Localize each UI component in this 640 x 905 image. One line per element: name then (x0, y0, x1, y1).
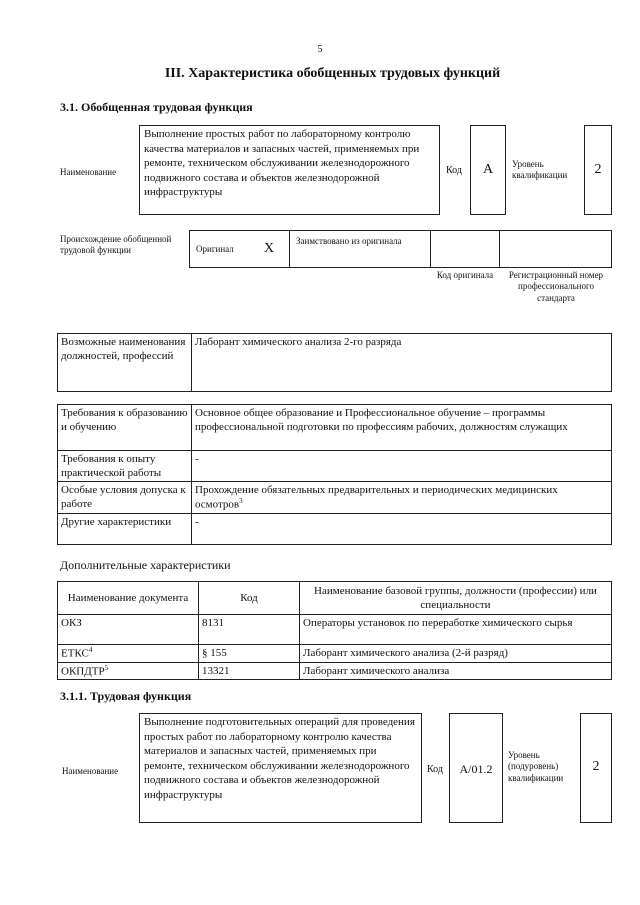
original-label: Оригинал (196, 244, 234, 254)
registration-number-cell (499, 230, 612, 268)
original-code-cell (430, 230, 500, 268)
req-experience-value: - (192, 451, 612, 482)
tf-level-label: Уровень (подуровень) квалификации (508, 750, 564, 783)
original-mark: X (264, 241, 275, 256)
req-education-label: Требования к образованию и обучению (58, 405, 192, 451)
positions-label: Возможные наименования должностей, профессий (58, 334, 192, 392)
origin-label: Происхождение обобщенной трудовой функции (60, 234, 172, 256)
req-admission-label: Особые условия допуска к работе (58, 482, 192, 514)
tf-name-value: Выполнение подготовительных операций для проведения простых работ по лабораторному контролю качества материалов и запасных частей, применяемых при ремонте, техническом обслуживании железнодорожного подвижного состава и объектов железнодорожной инфраструктуры (139, 713, 422, 823)
gtf-level-value: 2 (584, 125, 612, 215)
row-code: § 155 (199, 645, 300, 663)
tf-code-label: Код (427, 764, 443, 775)
row-name: Операторы установок по переработке химического сырья (300, 615, 612, 645)
gtf-heading: 3.1. Обобщенная трудовая функция (60, 100, 253, 114)
borrowed-label: Заимствовано из оригинала (289, 230, 431, 268)
gtf-code-value: А (470, 125, 506, 215)
footnote-ref: 3 (239, 497, 243, 506)
gtf-name-value: Выполнение простых работ по лабораторному контролю качества материалов и запасных частей, применяемых при ремонте, техническом обслуживании железнодорожного подвижного состава и объектов железнодорожной инфраструктуры (139, 125, 440, 215)
row-doc: ЕТКС (61, 647, 89, 660)
req-education-value: Основное общее образование и Профессиональное обучение – программы профессиональной подготовки по профессиям рабочих, должностям служащих (192, 405, 612, 451)
page-number: 5 (317, 44, 323, 55)
footnote-ref: 4 (88, 646, 93, 654)
req-other-label: Другие характеристики (58, 513, 192, 544)
tf-code-value: А/01.2 (449, 713, 503, 823)
gtf-level-label: Уровень квалификации (512, 159, 568, 181)
tf-heading: 3.1.1. Трудовая функция (60, 689, 192, 703)
row-name: Лаборант химического анализа (2-й разряд) (300, 645, 612, 663)
additional-heading: Дополнительные характеристики (60, 558, 231, 572)
col-name-header: Наименование базовой группы, должности (профессии) или специальности (300, 582, 612, 615)
gtf-name-label: Наименование (60, 167, 117, 177)
row-doc-cell (58, 662, 199, 680)
col-doc-header: Наименование документа (58, 582, 199, 615)
col-code-header: Код (199, 582, 300, 615)
original-code-caption: Код оригинала (436, 270, 494, 280)
tf-level-value: 2 (580, 713, 612, 823)
gtf-code-label: Код (446, 165, 462, 176)
requirements-table (57, 404, 612, 545)
req-admission-value: Прохождение обязательных предварительных и периодических медицинских осмотров (195, 484, 558, 511)
footnote-ref: 5 (104, 663, 109, 672)
row-code: 8131 (199, 615, 300, 645)
origin-original-cell (189, 230, 290, 268)
req-experience-label: Требования к опыту практической работы (58, 451, 192, 482)
req-other-value: - (192, 513, 612, 544)
registration-number-caption: Регистрационный номер профессионального стандарта (508, 270, 604, 303)
row-code: 13321 (199, 662, 300, 680)
additional-table (57, 581, 612, 680)
section-title: III. Характеристика обобщенных трудовых функций (164, 66, 501, 81)
req-admission-cell (192, 482, 612, 514)
tf-name-label: Наименование (62, 766, 119, 776)
positions-table (57, 333, 612, 392)
positions-value: Лаборант химического анализа 2-го разряда (192, 334, 612, 392)
row-name: Лаборант химического анализа (300, 662, 612, 680)
row-doc: ОКЗ (58, 615, 199, 645)
row-doc-cell (58, 645, 199, 663)
row-doc: ОКПДТР (61, 665, 105, 678)
